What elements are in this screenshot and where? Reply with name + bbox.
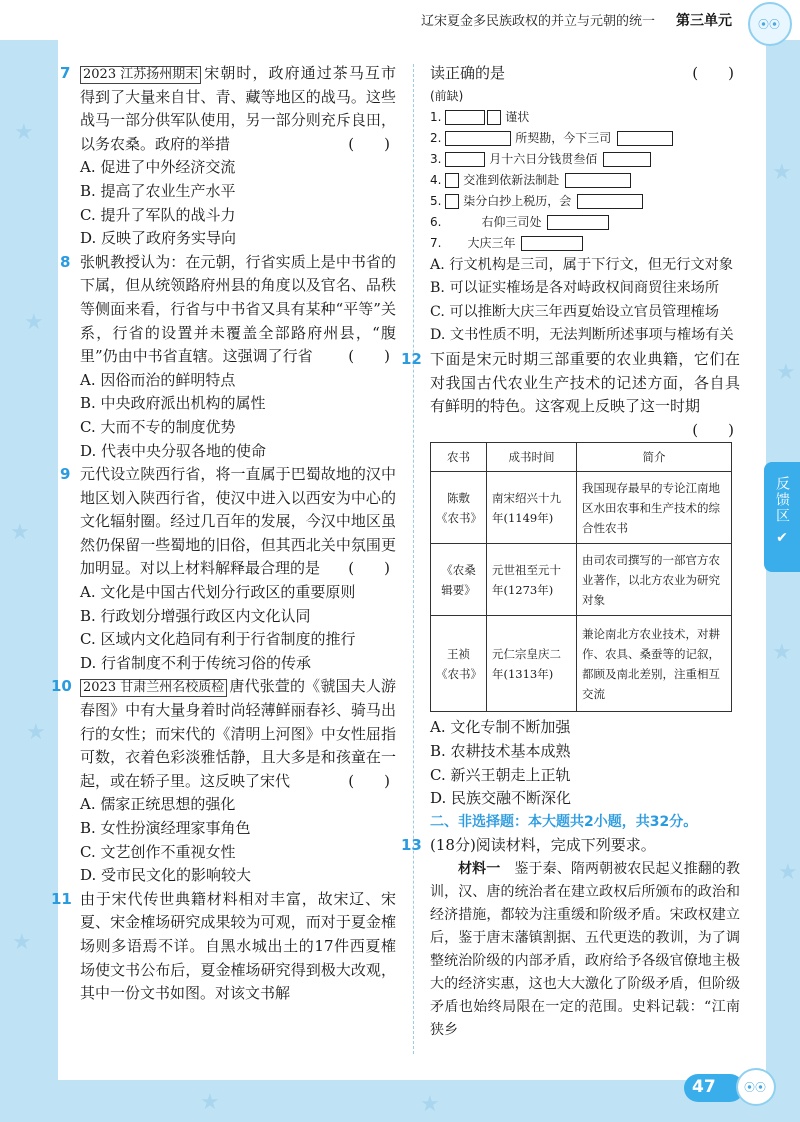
option-c[interactable]: C. 新兴王朝走上正轨 — [430, 765, 571, 784]
answer-parens[interactable]: ( ) — [348, 771, 390, 790]
doc-line: 4. 交准到依新法制赴 — [430, 170, 740, 191]
star-decoration: ★ — [420, 1092, 440, 1117]
star-decoration: ★ — [778, 860, 798, 885]
option-d[interactable]: D. 代表中央分驭各地的使命 — [80, 441, 267, 460]
option-d[interactable]: D. 反映了政府务实导向 — [80, 229, 237, 248]
table-header: 成书时间 — [487, 443, 577, 472]
option-c[interactable]: C. 可以推断大庆三年西夏始设立官员管理榷场 — [430, 303, 719, 320]
mascot-icon — [748, 2, 792, 46]
question-number: 11 — [51, 889, 72, 908]
option-d[interactable]: D. 行省制度不利于传统习俗的传承 — [80, 653, 312, 672]
doc-gap — [445, 173, 459, 188]
table-cell: 陈敷《农书》 — [431, 472, 487, 544]
option-a[interactable]: A. 促进了中外经济交流 — [80, 158, 236, 177]
doc-line: 3. 月十六日分钱贯叁佰 — [430, 149, 740, 170]
question-9 — [60, 463, 396, 675]
option-d[interactable]: D. 文书性质不明，无法判断所述事项与榷场有关 — [430, 327, 734, 344]
page-header — [0, 0, 800, 40]
table-cell: 兼论南北方农业技术，对耕作、农具、桑蚕等的记叙，都顾及南北差别，注重相互交流 — [577, 616, 732, 712]
doc-line: 7. 大庆三年 — [430, 233, 740, 254]
option-b[interactable]: B. 中央政府派出机构的属性 — [80, 394, 266, 413]
table-cell: 我国现存最早的专论江南地区水田农事和生产技术的综合性农书 — [577, 472, 732, 544]
question-stem: 由于宋代传世典籍材料相对丰富，故宋辽、宋夏、宋金榷场研究成果较为可观，而对于夏金榷场则多语焉不详。自黑水城出土的17件西夏榷场使文书公布后，夏金榷场研究得到极大改观，其中一份文书如图。对该文书解 — [80, 889, 396, 1003]
option-b[interactable]: B. 提高了农业生产水平 — [80, 181, 236, 200]
left-column — [51, 62, 396, 1006]
question-11-options — [430, 254, 740, 348]
material-label: 材料一 — [458, 860, 501, 877]
option-a[interactable]: A. 文化是中国古代划分行政区的重要原则 — [80, 583, 356, 602]
feedback-tab-label: 反馈区 — [774, 476, 790, 524]
answer-parens[interactable]: ( ) — [348, 559, 390, 578]
doc-gap — [577, 194, 643, 209]
star-decoration: ★ — [26, 720, 46, 745]
doc-gap — [565, 173, 631, 188]
question-number: 13 — [401, 836, 422, 855]
answer-parens[interactable]: ( ) — [692, 64, 734, 82]
source-tag: 2023 江苏扬州期末 — [80, 66, 201, 84]
material-one — [430, 858, 740, 1042]
table-header: 农书 — [431, 443, 487, 472]
option-a[interactable]: A. 文化专制不断加强 — [430, 718, 571, 737]
doc-note: (前缺) — [430, 88, 464, 103]
page-number: 47 — [692, 1077, 716, 1097]
doc-gap — [445, 110, 485, 125]
section-heading: 二、非选择题：本大题共2小题，共32分。 — [430, 813, 698, 830]
option-d[interactable]: D. 受市民文化的影响较大 — [80, 866, 252, 885]
question-stem: 下面是宋元时期三部重要的农业典籍，它们在对我国古代农业生产技术的记述方面，各自具有鲜明的特色。这客观上反映了这一时期 — [430, 349, 740, 416]
option-d[interactable]: D. 民族交融不断深化 — [430, 789, 572, 808]
doc-line: 2. 所契勘，今下三司 — [430, 128, 740, 149]
doc-gap — [487, 110, 501, 125]
star-decoration: ★ — [772, 160, 792, 185]
option-a[interactable]: A. 因俗而治的鲜明特点 — [80, 370, 236, 389]
question-11 — [51, 888, 396, 1006]
table-row — [431, 472, 732, 544]
option-c[interactable]: C. 提升了军队的战斗力 — [80, 205, 236, 224]
material-text: 鉴于秦、隋两朝被农民起义推翻的教训，汉、唐的统治者在建立政权后所颁布的政治和经济措施，都较为注重缓和阶级矛盾。宋政权建立后，鉴于唐末藩镇割据、五代更迭的教训，为了调整统治阶级的内部矛盾，政府给予各级官僚地主极大的经济实惠，这也大大激化了阶级矛盾，但阶级矛盾也始终局限在一定的范围。史料记载：“江南狭乡 — [430, 860, 741, 1038]
question-number: 10 — [51, 677, 72, 696]
doc-gap — [445, 152, 485, 167]
table-cell: 元世祖至元十年(1273年) — [487, 544, 577, 616]
document-figure — [430, 86, 740, 254]
question-stem: 张帆教授认为：在元朝，行省实质上是中书省的下属，但从统领路府州县的角度以及官名、品秩等侧面来看，行省与中书省又具有某种“平等”关系，行省的设置并未覆盖全部路府州县，“腹里”仍由中书省直辖。这强调了行省 — [80, 252, 396, 366]
option-c[interactable]: C. 区域内文化趋同有利于行省制度的推行 — [80, 630, 356, 649]
table-cell: 元仁宗皇庆二年(1313年) — [487, 616, 577, 712]
star-decoration: ★ — [10, 520, 30, 545]
answer-parens[interactable]: ( ) — [348, 134, 390, 153]
table-row — [431, 616, 732, 712]
option-a[interactable]: A. 儒家正统思想的强化 — [80, 795, 236, 814]
question-stem: 宋朝时，政府通过茶马互市得到了大量来自甘、青、藏等地区的战马。这些战马一部分供军队使用，另一部分则充斥良田，以务农桑。政府的举措 — [80, 64, 396, 153]
doc-gap — [521, 236, 583, 251]
table-header: 简介 — [577, 443, 732, 472]
option-a[interactable]: A. 行文机构是三司，属于下行文，但无行文对象 — [430, 256, 734, 273]
doc-gap — [547, 215, 609, 230]
star-decoration: ★ — [772, 640, 792, 665]
option-b[interactable]: B. 行政划分增强行政区内文化认同 — [80, 606, 311, 625]
question-7 — [60, 62, 396, 251]
question-10 — [51, 675, 396, 887]
question-12 — [401, 348, 740, 439]
star-decoration: ★ — [200, 1090, 220, 1115]
source-tag: 2023 甘肃兰州名校质检 — [80, 679, 227, 697]
question-number: 9 — [60, 465, 71, 484]
table-cell: 由司农司撰写的一部官方农业著作，以北方农业为研究对象 — [577, 544, 732, 616]
question-13 — [401, 834, 740, 858]
doc-gap — [603, 152, 651, 167]
feedback-tab[interactable] — [764, 462, 800, 572]
question-stem: 唐代张萱的《虢国夫人游春图》中有大量身着时尚轻薄鲜丽春衫、骑马出行的女性；而宋代的《清明上河图》中女性屈指可数，衣着色彩淡雅恬静，且大多是和孩童在一起，或在轿子里。这反映了宋代 — [80, 677, 396, 790]
doc-line: 1. 谨状 — [430, 109, 530, 124]
unit-label: 第三单元 — [676, 13, 732, 29]
question-12-options — [430, 716, 740, 810]
option-b[interactable]: B. 可以证实榷场是各对峙政权间商贸往来场所 — [430, 280, 720, 297]
question-stem: (18分)阅读材料，完成下列要求。 — [430, 836, 656, 855]
check-icon: ✔ — [776, 530, 788, 546]
table-header-row — [431, 443, 732, 472]
star-decoration: ★ — [776, 360, 796, 385]
right-column — [401, 62, 741, 1042]
mascot-icon — [736, 1068, 776, 1106]
doc-line: 5. 柒分白抄上税历，会 — [430, 191, 740, 212]
doc-gap — [445, 131, 511, 146]
question-number: 7 — [60, 64, 71, 82]
table-cell: 南宋绍兴十九年(1149年) — [487, 472, 577, 544]
agriculture-books-table — [430, 442, 732, 712]
question-stem-continued: 读正确的是 — [430, 64, 506, 82]
answer-parens[interactable]: ( ) — [348, 347, 390, 366]
doc-line: 6. 右仰三司处 — [430, 212, 740, 233]
star-decoration: ★ — [12, 930, 32, 955]
question-number: 12 — [401, 349, 422, 368]
column-divider — [413, 64, 414, 1054]
table-cell: 《农桑辑要》 — [431, 544, 487, 616]
option-c[interactable]: C. 大而不专的制度优势 — [80, 417, 236, 436]
question-number: 8 — [60, 252, 71, 271]
chapter-title: 辽宋夏金多民族政权的并立与元朝的统一 — [420, 14, 655, 29]
star-decoration: ★ — [14, 120, 34, 145]
option-b[interactable]: B. 女性扮演经理家事角色 — [80, 819, 251, 837]
table-row — [431, 544, 732, 616]
doc-gap — [617, 131, 673, 146]
doc-gap — [445, 194, 459, 209]
table-cell: 王祯《农书》 — [431, 616, 487, 712]
question-stem: 元代设立陕西行省，将一直属于巴蜀故地的汉中地区划入陕西行省，使汉中进入以西安为中心的文化辐射圈。经过几百年的发展，今汉中地区虽然仍保留一些蜀地的旧俗，但其西北关中氛围更加明显。对以上材料解释最合理的是 — [80, 465, 396, 578]
question-8 — [60, 251, 396, 463]
star-decoration: ★ — [24, 310, 44, 335]
option-b[interactable]: B. 农耕技术基本成熟 — [430, 741, 571, 760]
answer-parens[interactable]: ( ) — [692, 420, 734, 439]
option-c[interactable]: C. 文艺创作不重视女性 — [80, 842, 236, 861]
